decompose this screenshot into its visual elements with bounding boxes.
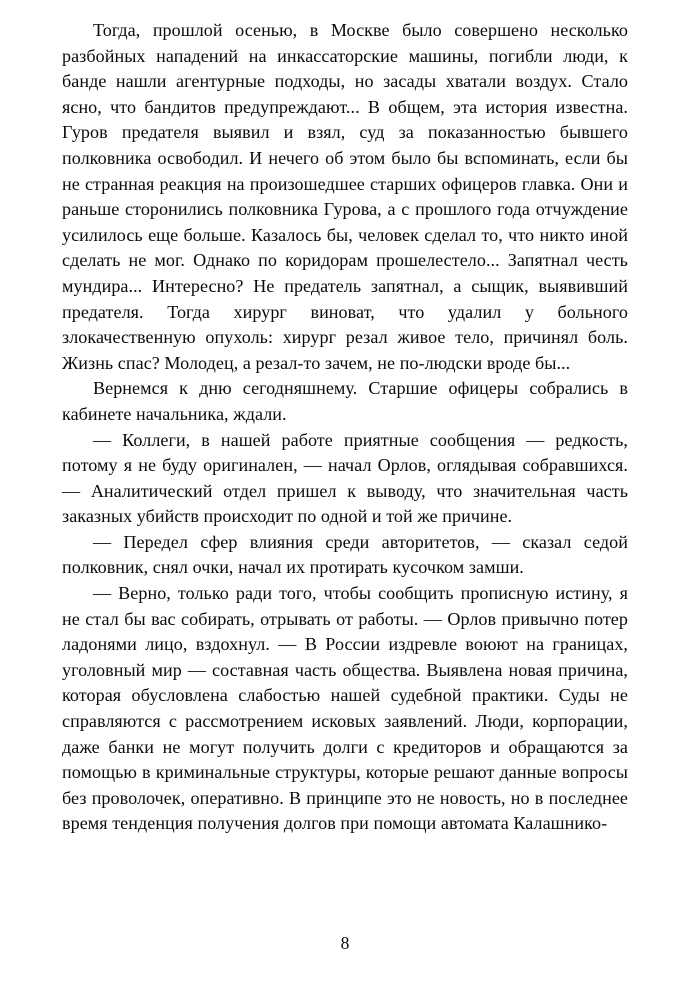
paragraph: — Коллеги, в нашей работе приятные сообщения — редкость, потому я не буду оригинален, — начал Орлов, оглядывая собравшихся. — Аналитический отдел пришел к выводу, что значительная часть заказных убийств происходит по одной и той же причине. bbox=[62, 429, 628, 527]
page-number: 8 bbox=[340, 933, 350, 953]
paragraph: — Передел сфер влияния среди авторитетов, — сказал седой полковник, снял очки, начал их протирать кусочком замши. bbox=[62, 531, 628, 578]
paragraph: Вернемся к дню сегодняшнему. Старшие офицеры собрались в кабинете начальника, ждали. bbox=[62, 378, 628, 424]
paragraph: Тогда, прошлой осенью, в Москве было совершено несколько разбойных нападений на инкассаторские машины, погибли люди, к банде нашли агентурные подходы, но засады хватали воздух. Стало ясно, что бандитов предупреждают... В общем, эта история известна. Гуров предателя выявил и взял, суд за показанностью бывшего полковника освободил. И нечего об этом было бы вспоминать, если бы не странная реакция на произошедшее старших офицеров главка. Они и раньше сторонились полковника Гурова, а с прошлого года отчуждение усилилось еще больше. Казалось бы, человек сделал то, что никто иной сделать не мог. Однако по коридорам прошелестело... Запятнал честь мундира... Интересно? Не предатель запятнал, а сыщик, выявивший предателя. Тогда хирург виноват, что удалил у больного злокачественную опухоль: хирург резал живое тело, причинял боль. Жизнь спас? Молодец, а резал-то зачем, не по-людски вроде бы... bbox=[62, 20, 628, 373]
page-body-text bbox=[62, 18, 628, 837]
paragraph: — Верно, только ради того, чтобы сообщить прописную истину, я не стал бы вас собирать, отрывать от работы. — Орлов привычно потер ладонями лицо, вздохнул. — В России издревле воюют на границах, уголовный мир — составная часть общества. Выявлена новая причина, которая обусловлена слабостью нашей судебной практики. Суды не справляются с рассмотрением исковых заявлений. Люди, корпорации, даже банки не могут получить долги с кредиторов и обращаются за помощью в криминальные структуры, которые решают данные вопросы без проволочек, оперативно. В принципе это не новость, но в последнее время тенденция получения долгов при помощи автомата Калашнико- bbox=[62, 583, 628, 834]
